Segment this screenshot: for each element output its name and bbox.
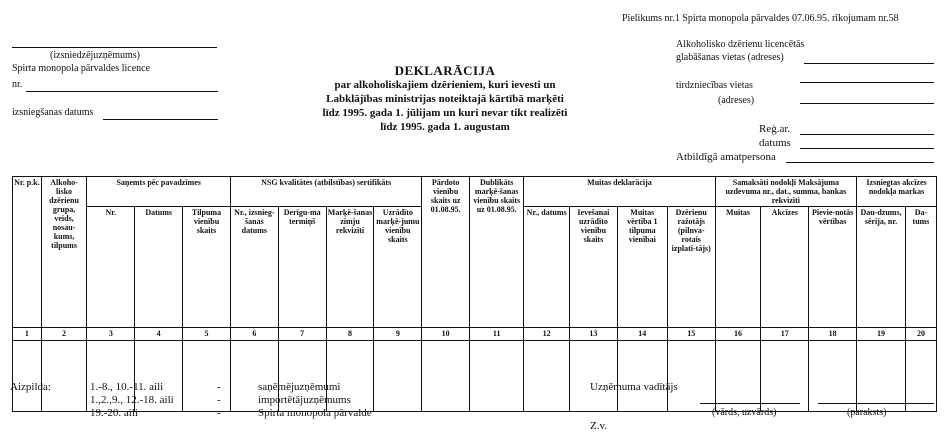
issue-date-line [103,119,218,120]
col-cert-reg: Derīgu-ma termiņš [278,207,326,328]
col-num: 7 [278,328,326,341]
col-cust-imported: Ievešanai uzrādīto vienību skaits [570,207,618,328]
col-num: 1 [13,328,42,341]
col-cust-nr: Nr., datums [524,207,570,328]
column-number-row [13,328,937,341]
entry-cell[interactable] [41,341,87,412]
col-paid-vat: Pievie-notās vērtības [809,207,857,328]
licence-nr-line [26,91,218,92]
date-line [800,148,934,149]
fill-row-1-cols: 1.-8., 10.-11. aili [90,381,164,393]
issuer-line [12,47,217,48]
entry-cell[interactable] [374,341,422,412]
col-num: 13 [570,328,618,341]
col-customs-header: Muitas deklarācija [524,177,715,207]
entry-cell[interactable] [617,341,667,412]
declaration-table [12,176,937,412]
col-num: 6 [230,328,278,341]
storage-label: Alkoholisko dzērienu licencētās [676,39,805,50]
appendix-note: Pielikums nr.1 Spirta monopola pārvaldes 07.06.95. rīkojumam nr.58 [622,13,899,24]
name-caption: (vārds, uzvārds) [712,407,777,418]
licence-nr-label: nr. [12,79,23,90]
stamp-label: Z.v. [590,420,608,432]
official-label: Atbildīgā amatpersona [676,151,776,163]
fill-row-1-who: saņēmējuzņēmumi [258,381,341,393]
entry-cell[interactable] [809,341,857,412]
col-excise-date: Dau-dzums, sērija, nr. [857,207,906,328]
col-nr-header: Nr. p.k. [13,177,42,328]
col-num: 20 [905,328,936,341]
fill-row-3-who: Spirta monopola pārvalde [258,407,372,419]
header-row-1 [13,177,937,207]
title-line-1: DEKLARĀCIJA [394,63,496,78]
issuer-caption: (izsniedzējuzņēmums) [50,50,140,61]
col-num: 16 [715,328,761,341]
col-num: 14 [617,328,667,341]
licence-label: Spirta monopola pārvaldes licence [12,63,151,74]
fill-row-3-cols: 19.-20. aili [90,407,138,419]
col-remaining-header: Pārdoto vienību skaits uz 01.08.95. [422,177,470,328]
col-cert-mark: Marķē-šanas zīmju rekvizīti [326,207,374,328]
col-num: 11 [470,328,524,341]
entry-cell[interactable] [524,341,570,412]
fill-row-2-cols: 1.,2.,9., 12.-18. aili [90,394,174,406]
col-num: 8 [326,328,374,341]
reg-label: Reģ.ar. [759,123,791,135]
fill-dash-1: - [217,381,221,393]
entry-cell[interactable] [667,341,715,412]
col-cert-units: Uzrādīto marķē-jumu vienību skaits [374,207,422,328]
col-num: 10 [422,328,470,341]
fill-dash-3: - [217,407,221,419]
official-line [786,162,934,163]
col-num: 3 [87,328,135,341]
date-label: datums [759,137,791,149]
address-caption: (adreses) [718,95,755,106]
col-num: 5 [183,328,231,341]
reg-line [800,134,934,135]
entry-cell[interactable] [183,341,231,412]
entry-cell[interactable] [470,341,524,412]
col-num: 9 [374,328,422,341]
entry-cell[interactable] [715,341,761,412]
col-contract-vol: Tilpuma vienību skaits [183,207,231,328]
col-paid-customs: Muitas [715,207,761,328]
col-contract-header: Saņemts pēc pavadzīmes [87,177,231,207]
trade-line [800,82,934,83]
col-contract-nr: Nr. [87,207,135,328]
document-title [300,64,590,134]
entry-cell[interactable] [905,341,936,412]
head-label: Uzņēmuma vadītājs [590,381,678,393]
col-paid-header: Samaksāti nodokļi Maksājuma uzdevuma nr., dat., summa, bankas rekvizīti [715,177,856,207]
col-num: 2 [41,328,87,341]
col-excise-header: Izsniegtas akcīzes nodokļa markas [857,177,937,207]
sign-line [818,403,934,404]
col-num: 17 [761,328,809,341]
col-num: 4 [135,328,183,341]
entry-cell[interactable] [422,341,470,412]
name-line [700,403,800,404]
col-cust-value: Muitas vērtība 1 tilpuma vienībai [617,207,667,328]
storage-line [804,63,934,64]
address-line [800,103,934,104]
fill-row-2-who: importētājuzņēmums [258,394,351,406]
storage-label-2: glabāšanas vietas (adreses) [676,52,784,63]
title-line-5: līdz 1995. gada 1. augustam [380,121,510,133]
entry-cell[interactable] [13,341,42,412]
col-cert-nr: Nr., izsnieg-šanas datums [230,207,278,328]
entry-cell[interactable] [570,341,618,412]
title-line-4: līdz 1995. gada 1. jūlijam un kuri nevar tikt realizēti [322,107,568,119]
issue-date-label: izsniegšanas datums [12,107,94,118]
title-line-3: Labklājības ministrijas noteiktajā kārtībā marķēti [326,93,564,105]
col-num: 19 [857,328,906,341]
col-num: 18 [809,328,857,341]
sign-caption: (paraksts) [847,407,887,418]
entry-cell[interactable] [761,341,809,412]
col-cust-producer: Dzērienu ražotājs (pilnva-rotais izplatī-tājs) [667,207,715,328]
entry-cell[interactable] [857,341,906,412]
col-paid-excise: Akcīzes [761,207,809,328]
col-contract-date: Datums [135,207,183,328]
col-cert-header: NSG kvalitātes (atbilstības) sertifikāts [230,177,421,207]
col-excise-date-2: Da-tums [905,207,936,328]
fill-dash-2: - [217,394,221,406]
fill-label: Aizpilda: [10,381,51,393]
col-group-header: Alkoho-lisko dzērienu grupa, veids, nosau-kums, tilpums [41,177,87,328]
col-num: 12 [524,328,570,341]
col-num: 15 [667,328,715,341]
col-marked-header: Dublikāts marķē-šanas vienību skaits uz 01.08.95. [470,177,524,328]
title-line-2: par alkoholiskajiem dzērieniem, kuri ievesti un [334,79,556,91]
trade-label: tirdzniecības vietas [676,80,753,91]
